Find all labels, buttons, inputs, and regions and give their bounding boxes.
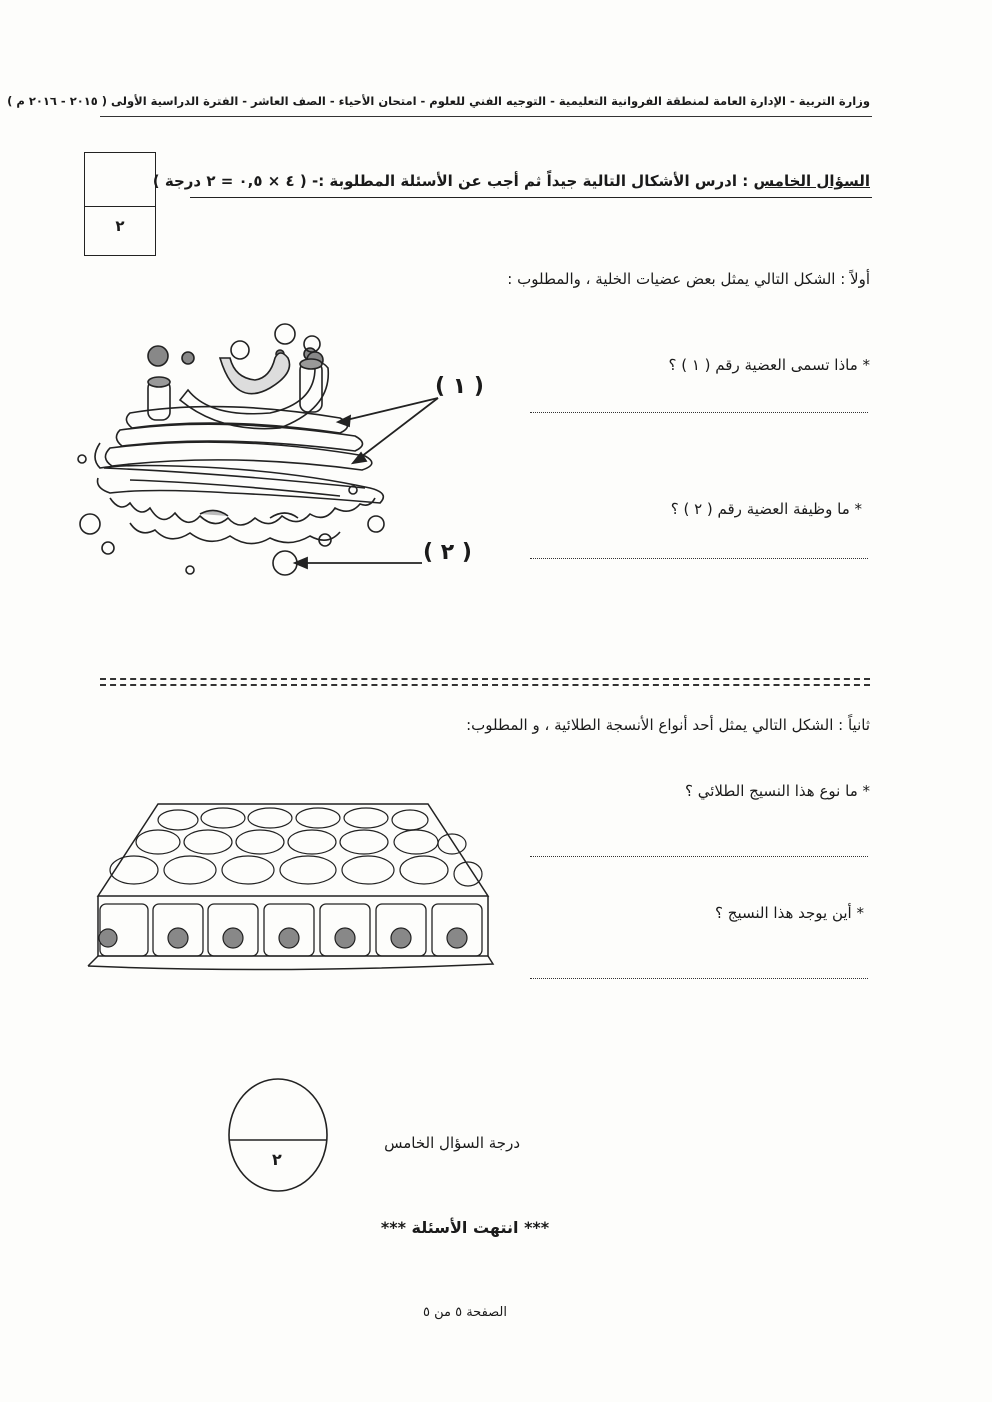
- question-score-box: [84, 152, 156, 256]
- score-box-divider: [85, 206, 155, 207]
- grade-circle-value: ٢: [272, 1150, 282, 1169]
- part2-answer-line-1[interactable]: [530, 856, 868, 857]
- part2-intro: ثانياً : الشكل التالي يمثل أحد أنواع الأنسجة الطلائية ، و المطلوب:: [466, 716, 870, 734]
- part1-answer-line-1[interactable]: [530, 412, 868, 413]
- part2-answer-line-2[interactable]: [530, 978, 868, 979]
- end-of-questions: *** انتهت الأسئلة ***: [380, 1218, 550, 1237]
- title-underline: [190, 197, 872, 198]
- question-number-label: السؤال الخامس: [753, 172, 870, 190]
- part2-question-2: * أين يوجد هذا النسيج ؟: [715, 904, 864, 922]
- part1-answer-line-2[interactable]: [530, 558, 868, 559]
- question-instructions: : ادرس الأشكال التالية جيداً ثم أجب عن الأسئلة المطلوبة :-: [311, 172, 749, 190]
- header-rule: [100, 116, 872, 117]
- grade-circle: [226, 1076, 330, 1194]
- section-separator-2: [100, 684, 870, 686]
- part1-question-1: * ماذا تسمى العضية رقم ( ١ ) ؟: [668, 356, 870, 374]
- exam-header: وزارة التربية - الإدارة العامة لمنطقة الفروانية التعليمية - التوجيه الفني للعلوم - امتحان الأحياء - الصف العاشر - الفترة الدراسية الأولى ( ٢٠١٥ - ٢٠١٦ م ): [7, 94, 870, 108]
- epithelial-tissue-figure: [78, 796, 498, 976]
- section-separator: [100, 678, 870, 680]
- question-title: [152, 172, 870, 190]
- part2-question-1: * ما نوع هذا النسيج الطلائي ؟: [684, 782, 870, 800]
- question-points: ( ٤ × ٠,٥ = ٢ درجة ): [152, 172, 307, 190]
- part1-intro: أولاً : الشكل التالي يمثل بعض عضيات الخلية ، والمطلوب :: [507, 270, 870, 288]
- grade-label: درجة السؤال الخامس: [384, 1134, 520, 1152]
- score-box-value: ٢: [115, 217, 125, 235]
- figure-label-2: ( ٢ ): [423, 540, 472, 565]
- page-footer: الصفحة ٥ من ٥: [422, 1305, 507, 1320]
- part1-question-2: * ما وظيفة العضية رقم ( ٢ ) ؟: [670, 500, 862, 518]
- figure-label-1: ( ١ ): [435, 374, 484, 399]
